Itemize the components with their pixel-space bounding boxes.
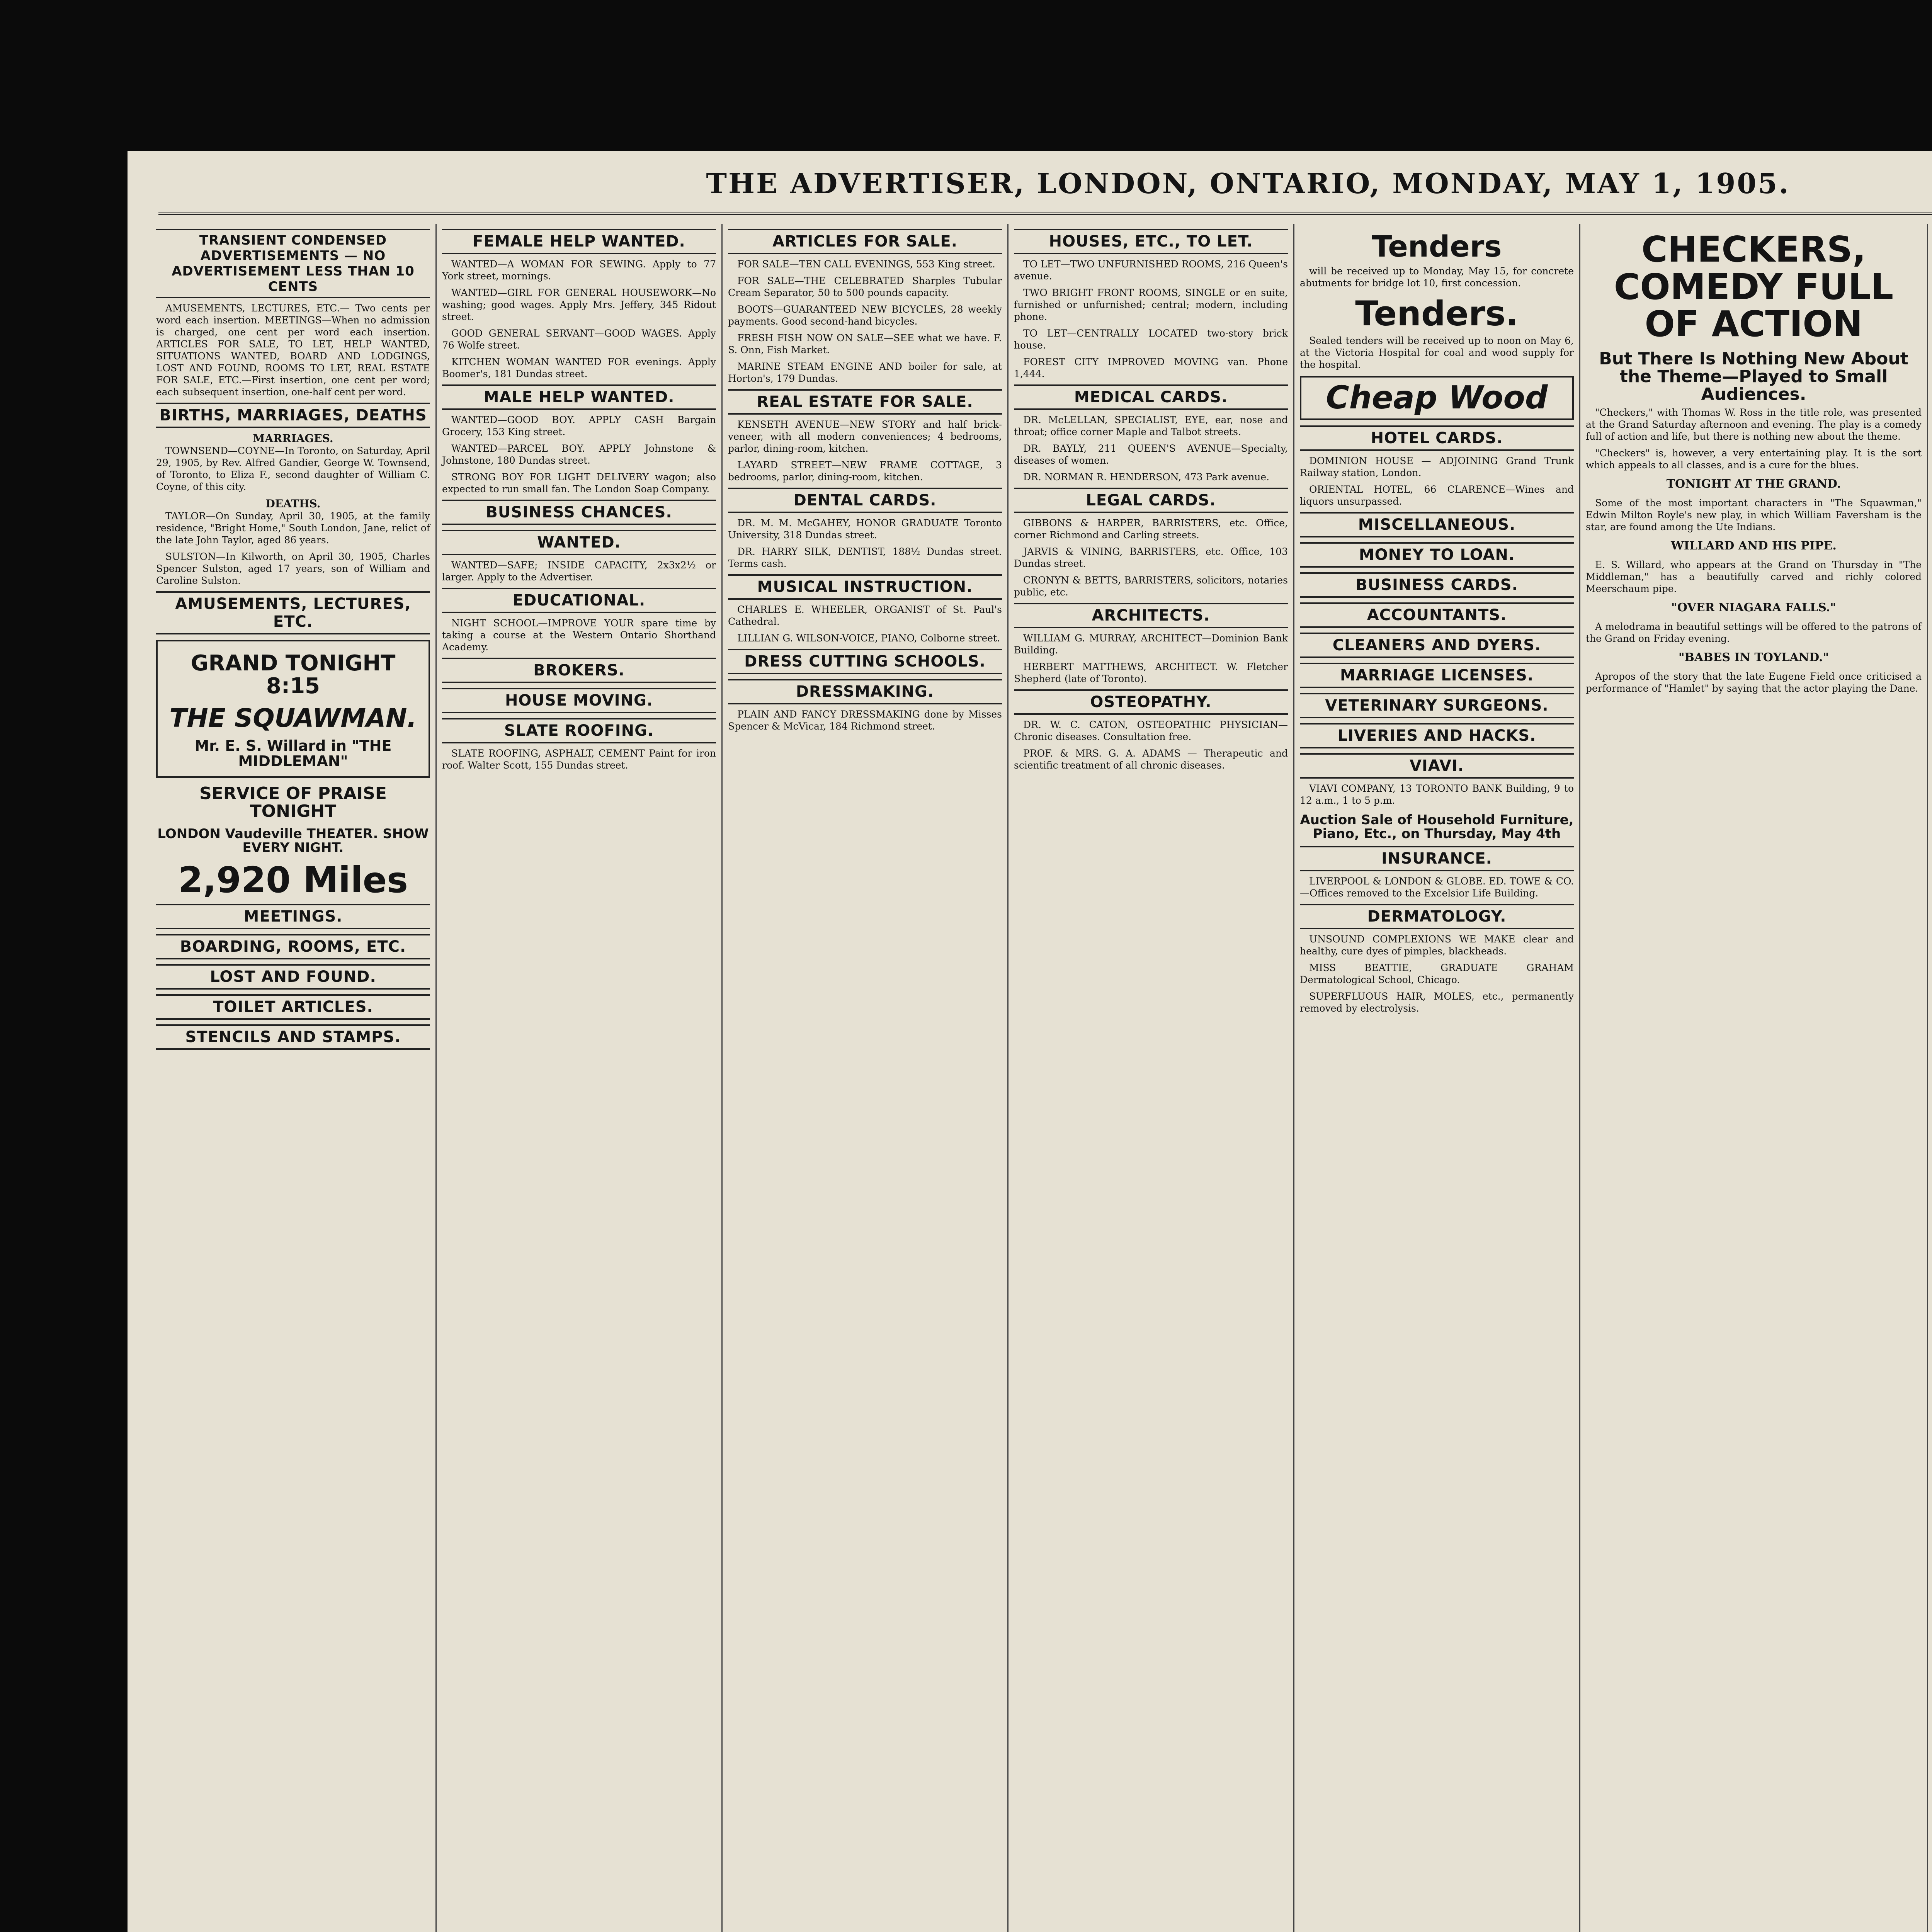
classified-ad: VIAVI COMPANY, 13 TORONTO BANK Building, 9 to 12 a.m., 1 to 5 p.m.	[1300, 783, 1574, 806]
article-paragraph: "Checkers" is, however, a very entertaining play. It is the sort which appeals to all classes, and is a cure for the blues.	[1586, 447, 1922, 471]
column-3	[723, 224, 1009, 1932]
grand-ad	[156, 640, 430, 778]
cleaners-heading: CLEANERS AND DYERS.	[1300, 633, 1574, 658]
classified-ad: ORIENTAL HOTEL, 66 CLARENCE—Wines and liquors unsurpassed.	[1300, 484, 1574, 507]
willard-billing: Mr. E. S. Willard in "THE MIDDLEMAN"	[194, 737, 392, 770]
classified-ad: WANTED—PARCEL BOY. APPLY Johnstone & Johnstone, 180 Dundas street.	[442, 443, 716, 466]
column-4	[1009, 224, 1294, 1932]
classified-ad: FOREST CITY IMPROVED MOVING van. Phone 1,444.	[1014, 356, 1288, 379]
meetings-heading: MEETINGS.	[156, 904, 430, 929]
classified-ad: PLAIN AND FANCY DRESSMAKING done by Misses Spencer & McVicar, 184 Richmond street.	[728, 709, 1002, 732]
classified-ad: GIBBONS & HARPER, BARRISTERS, etc. Office, corner Richmond and Carling streets.	[1014, 517, 1288, 541]
classified-ad: LAYARD STREET—NEW FRAME COTTAGE, 3 bedrooms, parlor, dining-room, kitchen.	[728, 459, 1002, 483]
classified-ad: WANTED—A WOMAN FOR SEWING. Apply to 77 York street, mornings.	[442, 259, 716, 282]
classified-ad: TO LET—TWO UNFURNISHED ROOMS, 216 Queen's avenue.	[1014, 259, 1288, 282]
dermatology-heading: DERMATOLOGY.	[1300, 904, 1574, 929]
bmd-heading: BIRTHS, MARRIAGES, DEATHS	[156, 403, 430, 428]
rates-heading: TRANSIENT CONDENSED ADVERTISEMENTS — NO ADVERTISEMENT LESS THAN 10 CENTS	[156, 229, 430, 298]
musical-heading: MUSICAL INSTRUCTION.	[728, 574, 1002, 600]
classified-ad: WANTED—GOOD BOY. APPLY CASH Bargain Grocery, 153 King street.	[442, 414, 716, 437]
classified-ad: SUPERFLUOUS HAIR, MOLES, etc., permanently removed by electrolysis.	[1300, 990, 1574, 1014]
classified-ad: DR. M. M. McGAHEY, HONOR GRADUATE Toronto University, 318 Dundas street.	[728, 517, 1002, 541]
marriages-heading: MARRIAGES.	[253, 432, 333, 445]
real-estate-heading: REAL ESTATE FOR SALE.	[728, 389, 1002, 415]
column-7	[1928, 224, 1932, 1932]
classified-ad: TWO BRIGHT FRONT ROOMS, SINGLE or en suite, furnished or unfurnished; central; modern, including phone.	[1014, 287, 1288, 322]
viavi-heading: VIAVI.	[1300, 753, 1574, 779]
marriage-licenses-heading: MARRIAGE LICENSES.	[1300, 663, 1574, 688]
masthead-title: THE ADVERTISER, LONDON, ONTARIO, MONDAY, MAY 1, 1905.	[706, 167, 1790, 200]
misc-heading: MISCELLANEOUS.	[1300, 512, 1574, 537]
veterinary-heading: VETERINARY SURGEONS.	[1300, 693, 1574, 718]
accountants-heading: ACCOUNTANTS.	[1300, 602, 1574, 628]
death-notice: SULSTON—In Kilworth, on April 30, 1905, Charles Spencer Sulston, aged 17 years, son of William and Caroline Sulston.	[156, 551, 430, 586]
classified-ad: LIVERPOOL & LONDON & GLOBE. ED. TOWE & CO.—Offices removed to the Excelsior Life Building.	[1300, 875, 1574, 899]
female-help-heading: FEMALE HELP WANTED.	[442, 229, 716, 254]
grand-tonight: GRAND TONIGHT 8:15	[190, 651, 396, 699]
classified-ad: CRONYN & BETTS, BARRISTERS, solicitors, notaries public, etc.	[1014, 575, 1288, 598]
article-paragraph: Some of the most important characters in "The Squawman," Edwin Milton Royle's new play, in which William Faversham is the star, are found among the Ute Indians.	[1586, 497, 1922, 533]
column-6	[1580, 224, 1928, 1932]
liveries-heading: LIVERIES AND HACKS.	[1300, 723, 1574, 748]
classified-ad: CHARLES E. WHEELER, ORGANIST of St. Paul's Cathedral.	[728, 604, 1002, 627]
boarding-heading: BOARDING, ROOMS, ETC.	[156, 934, 430, 959]
business-chances-heading: BUSINESS CHANCES.	[442, 500, 716, 525]
business-cards-heading: BUSINESS CARDS.	[1300, 572, 1574, 598]
praise-notice: SERVICE OF PRAISE TONIGHT	[199, 783, 387, 821]
classified-ad: DR. HARRY SILK, DENTIST, 188½ Dundas street. Terms cash.	[728, 546, 1002, 569]
classified-ad: WANTED—SAFE; INSIDE CAPACITY, 2x3x2½ or larger. Apply to the Advertiser.	[442, 560, 716, 583]
column-5	[1294, 224, 1580, 1932]
classified-ad: HERBERT MATTHEWS, ARCHITECT. W. Fletcher Shepherd (late of Toronto).	[1014, 661, 1288, 684]
death-notice: TAYLOR—On Sunday, April 30, 1905, at the family residence, "Bright Home," South London, Jane, relict of the late John Taylor, aged 86 years.	[156, 510, 430, 546]
classified-ad: DR. NORMAN R. HENDERSON, 473 Park avenue.	[1023, 471, 1270, 483]
male-help-heading: MALE HELP WANTED.	[442, 384, 716, 410]
classified-ad: BOOTS—GUARANTEED NEW BICYCLES, 28 weekly payments. Good second-hand bicycles.	[728, 304, 1002, 327]
article-subhead: But There Is Nothing New About the Theme—Played to Small Audiences.	[1599, 349, 1908, 405]
slate-roofing-heading: SLATE ROOFING.	[442, 718, 716, 743]
architects-heading: ARCHITECTS.	[1014, 603, 1288, 628]
educational-heading: EDUCATIONAL.	[442, 588, 716, 613]
houses-to-let-heading: HOUSES, ETC., TO LET.	[1014, 229, 1288, 254]
insurance-heading: INSURANCE.	[1300, 846, 1574, 871]
classified-ad: TO LET—CENTRALLY LOCATED two-story brick house.	[1014, 328, 1288, 351]
article-section-heading: TONIGHT AT THE GRAND.	[1666, 477, 1841, 491]
classified-ad: UNSOUND COMPLEXIONS WE MAKE clear and healthy, cure dyes of pimples, blackheads.	[1300, 933, 1574, 957]
classified-ad: FRESH FISH NOW ON SALE—SEE what we have. F. S. Onn, Fish Market.	[728, 332, 1002, 355]
classified-ad: GOOD GENERAL SERVANT—GOOD WAGES. Apply 76 Wolfe street.	[442, 328, 716, 351]
classified-ad: KENSETH AVENUE—NEW STORY and half brick-veneer, with all modern conveniences; 4 bedrooms, parlor, dining-room, kitchen.	[728, 419, 1002, 454]
classified-ad: DR. W. C. CATON, OSTEOPATHIC PHYSICIAN—Chronic diseases. Consultation free.	[1014, 719, 1288, 742]
classified-ad: LILLIAN G. WILSON-VOICE, PIANO, Colborne street.	[737, 633, 1000, 644]
classified-ad: DR. BAYLY, 211 QUEEN'S AVENUE—Specialty, diseases of women.	[1014, 443, 1288, 466]
article-headline: CHECKERS, COMEDY FULL OF ACTION	[1614, 229, 1894, 345]
miles-ad: 2,920 Miles	[178, 859, 408, 901]
article-section-heading: WILLARD AND HIS PIPE.	[1671, 539, 1837, 553]
article-section-heading: "OVER NIAGARA FALLS."	[1671, 601, 1836, 615]
classified-ad: FOR SALE—TEN CALL EVENINGS, 553 King street.	[737, 259, 995, 270]
article-paragraph: "Checkers," with Thomas W. Ross in the title role, was presented at the Grand Saturday afternoon and evening. The play is a comedy full of action and life, but there is nothing new about the theme.	[1586, 407, 1922, 442]
classified-ad: SLATE ROOFING, ASPHALT, CEMENT Paint for iron roof. Walter Scott, 155 Dundas street.	[442, 748, 716, 771]
tenders-heading: Tenders.	[1355, 293, 1519, 333]
house-moving-heading: HOUSE MOVING.	[442, 688, 716, 713]
classified-ad: JARVIS & VINING, BARRISTERS, etc. Office, 103 Dundas street.	[1014, 546, 1288, 569]
dental-heading: DENTAL CARDS.	[728, 488, 1002, 513]
stencils-heading: STENCILS AND STAMPS.	[156, 1024, 430, 1050]
tender-notice: will be received up to Monday, May 15, for concrete abutments for bridge lot 10, first concession.	[1300, 265, 1574, 289]
marriage-notice: TOWNSEND—COYNE—In Toronto, on Saturday, April 29, 1905, by Rev. Alfred Gandier, George W. Townsend, of Toronto, to Eliza F., second daughter of William C. Coyne, of this city.	[156, 445, 430, 492]
classified-ad: DOMINION HOUSE — ADJOINING Grand Trunk Railway station, London.	[1300, 455, 1574, 479]
rates-text: AMUSEMENTS, LECTURES, ETC.— Two cents per word each insertion. MEETINGS—When no admission is charged, one cent per word each insertion. ARTICLES FOR SALE, TO LET, HELP WANTED, SITUATIONS WANTED, BOARD AND LODGINGS, LOST AND FOUND, ROOMS TO LET, REAL ESTATE FOR SALE, ETC.—First insertion, one cent per word; each subsequent insertion, one-half cent per word.	[156, 303, 430, 398]
squawman-title: THE SQUAWMAN.	[169, 703, 417, 733]
articles-sale-heading: ARTICLES FOR SALE.	[728, 229, 1002, 254]
classified-ad: NIGHT SCHOOL—IMPROVE YOUR spare time by taking a course at the Western Ontario Shorthand Academy.	[442, 617, 716, 653]
article-paragraph: E. S. Willard, who appears at the Grand on Thursday in "The Middleman," has a beautifully carved and richly colored Meerschaum pipe.	[1586, 559, 1922, 595]
wanted-heading: WANTED.	[442, 530, 716, 555]
article-section-heading: "BABES IN TOYLAND."	[1678, 651, 1829, 665]
deaths-heading: DEATHS.	[265, 497, 321, 510]
vaudeville-notice: LONDON Vaudeville THEATER. SHOW EVERY NIGHT.	[157, 826, 429, 855]
classified-ad: FOR SALE—THE CELEBRATED Sharples Tubular Cream Separator, 50 to 500 pounds capacity.	[728, 275, 1002, 298]
article-paragraph: A melodrama in beautiful settings will be offered to the patrons of the Grand on Friday evening.	[1586, 621, 1922, 645]
brokers-heading: BROKERS.	[442, 658, 716, 683]
newspaper-page	[128, 151, 1932, 1932]
classified-ad: STRONG BOY FOR LIGHT DELIVERY wagon; also expected to run small fan. The London Soap Company.	[442, 471, 716, 495]
hotel-heading: HOTEL CARDS.	[1300, 425, 1574, 451]
medical-heading: MEDICAL CARDS.	[1014, 384, 1288, 410]
dress-cutting-heading: DRESS CUTTING SCHOOLS.	[728, 649, 1002, 674]
dressmaking-heading: DRESSMAKING.	[728, 679, 1002, 704]
classified-ad: MARINE STEAM ENGINE AND boiler for sale, at Horton's, 179 Dundas.	[728, 361, 1002, 384]
column-1	[151, 224, 437, 1932]
classified-ad: PROF. & MRS. G. A. ADAMS — Therapeutic and scientific treatment of all chronic diseases.	[1014, 748, 1288, 771]
lost-found-heading: LOST AND FOUND.	[156, 964, 430, 990]
amusements-heading: AMUSEMENTS, LECTURES, ETC.	[156, 591, 430, 634]
cheap-wood-ad: Cheap Wood	[1300, 376, 1574, 420]
classified-ad: KITCHEN WOMAN WANTED FOR evenings. Apply Boomer's, 181 Dundas street.	[442, 356, 716, 379]
tender-notice: Sealed tenders will be received up to noon on May 6, at the Victoria Hospital for coal and wood supply for the hospital.	[1300, 335, 1574, 371]
classified-ad: MISS BEATTIE, GRADUATE GRAHAM Dermatological School, Chicago.	[1300, 962, 1574, 985]
legal-heading: LEGAL CARDS.	[1014, 488, 1288, 513]
classified-ad: WILLIAM G. MURRAY, ARCHITECT—Dominion Bank Building.	[1014, 633, 1288, 656]
auction-notice: Auction Sale of Household Furniture, Piano, Etc., on Thursday, May 4th	[1300, 812, 1574, 842]
tenders-heading: Tenders	[1372, 229, 1502, 264]
article-paragraph: Apropos of the story that the late Eugene Field once criticised a performance of "Hamlet" by saying that the actor playing the Dane.	[1586, 671, 1922, 694]
column-2	[437, 224, 723, 1932]
classified-ad: DR. McLELLAN, SPECIALIST, EYE, ear, nose and throat; office corner Maple and Talbot streets.	[1014, 414, 1288, 437]
money-heading: MONEY TO LOAN.	[1300, 542, 1574, 568]
masthead	[158, 162, 1932, 215]
toilet-heading: TOILET ARTICLES.	[156, 994, 430, 1020]
classified-ad: WANTED—GIRL FOR GENERAL HOUSEWORK—No washing; good wages. Apply Mrs. Jeffery, 345 Ridout street.	[442, 287, 716, 322]
osteopathy-heading: OSTEOPATHY.	[1014, 689, 1288, 715]
